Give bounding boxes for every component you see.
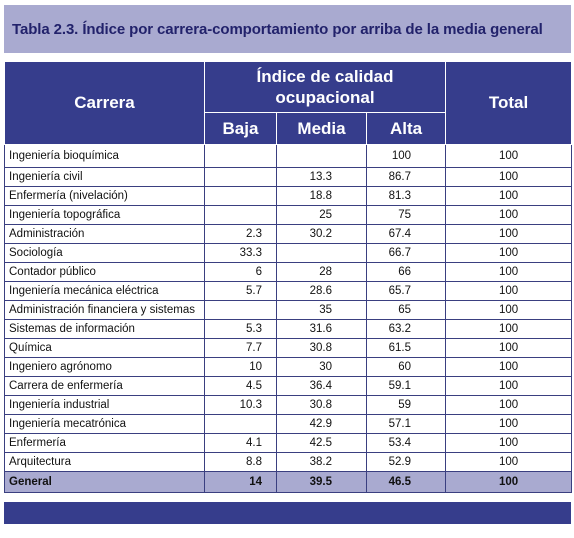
cell-media: 42.5 bbox=[277, 434, 367, 453]
table-row bbox=[5, 434, 572, 453]
cell-media: 30 bbox=[277, 358, 367, 377]
table-body bbox=[5, 145, 572, 493]
table-row bbox=[5, 206, 572, 225]
header-total: Total bbox=[446, 62, 572, 145]
cell-baja: 4.5 bbox=[205, 377, 277, 396]
cell-media: 38.2 bbox=[277, 453, 367, 472]
cell-name: General bbox=[5, 472, 205, 493]
cell-media bbox=[277, 145, 367, 168]
header-indice: Índice de calidad ocupacional bbox=[205, 62, 446, 113]
table-row bbox=[5, 320, 572, 339]
cell-alta: 59 bbox=[367, 396, 446, 415]
cell-name: Administración financiera y sistemas bbox=[5, 301, 205, 320]
cell-name: Contador público bbox=[5, 263, 205, 282]
cell-baja bbox=[205, 301, 277, 320]
table-row bbox=[5, 225, 572, 244]
cell-alta: 60 bbox=[367, 358, 446, 377]
table-row bbox=[5, 187, 572, 206]
table-row bbox=[5, 282, 572, 301]
cell-baja: 10.3 bbox=[205, 396, 277, 415]
cell-name: Ingeniería industrial bbox=[5, 396, 205, 415]
cell-baja bbox=[205, 145, 277, 168]
cell-alta: 46.5 bbox=[367, 472, 446, 493]
cell-total: 100 bbox=[446, 320, 572, 339]
total-row bbox=[5, 472, 572, 493]
cell-total: 100 bbox=[446, 472, 572, 493]
cell-media: 30.2 bbox=[277, 225, 367, 244]
cell-total: 100 bbox=[446, 263, 572, 282]
cell-name: Ingeniería mecatrónica bbox=[5, 415, 205, 434]
cell-total: 100 bbox=[446, 396, 572, 415]
cell-name: Ingeniero agrónomo bbox=[5, 358, 205, 377]
cell-baja: 10 bbox=[205, 358, 277, 377]
cell-alta: 59.1 bbox=[367, 377, 446, 396]
cell-alta: 81.3 bbox=[367, 187, 446, 206]
cell-baja: 6 bbox=[205, 263, 277, 282]
cell-baja bbox=[205, 168, 277, 187]
table-container bbox=[4, 61, 571, 493]
cell-media bbox=[277, 244, 367, 263]
cell-media: 25 bbox=[277, 206, 367, 225]
table-footer-bar bbox=[4, 502, 571, 524]
data-table bbox=[4, 61, 572, 493]
cell-total: 100 bbox=[446, 187, 572, 206]
cell-total: 100 bbox=[446, 206, 572, 225]
cell-media: 30.8 bbox=[277, 396, 367, 415]
table-row bbox=[5, 263, 572, 282]
cell-alta: 75 bbox=[367, 206, 446, 225]
cell-total: 100 bbox=[446, 377, 572, 396]
cell-baja: 5.7 bbox=[205, 282, 277, 301]
cell-alta: 52.9 bbox=[367, 453, 446, 472]
cell-alta: 67.4 bbox=[367, 225, 446, 244]
cell-baja: 5.3 bbox=[205, 320, 277, 339]
cell-alta: 63.2 bbox=[367, 320, 446, 339]
cell-media: 42.9 bbox=[277, 415, 367, 434]
header-baja: Baja bbox=[205, 113, 277, 145]
table-row bbox=[5, 244, 572, 263]
cell-name: Ingeniería mecánica eléctrica bbox=[5, 282, 205, 301]
cell-alta: 66 bbox=[367, 263, 446, 282]
cell-alta: 86.7 bbox=[367, 168, 446, 187]
table-row bbox=[5, 339, 572, 358]
cell-name: Carrera de enfermería bbox=[5, 377, 205, 396]
cell-baja: 2.3 bbox=[205, 225, 277, 244]
cell-name: Ingeniería bioquímica bbox=[5, 145, 205, 168]
table-row bbox=[5, 145, 572, 168]
cell-name: Sistemas de información bbox=[5, 320, 205, 339]
cell-baja: 4.1 bbox=[205, 434, 277, 453]
cell-total: 100 bbox=[446, 358, 572, 377]
cell-name: Ingeniería topográfica bbox=[5, 206, 205, 225]
cell-total: 100 bbox=[446, 244, 572, 263]
cell-baja: 14 bbox=[205, 472, 277, 493]
cell-baja: 33.3 bbox=[205, 244, 277, 263]
cell-alta: 61.5 bbox=[367, 339, 446, 358]
cell-media: 18.8 bbox=[277, 187, 367, 206]
cell-total: 100 bbox=[446, 434, 572, 453]
cell-name: Enfermería bbox=[5, 434, 205, 453]
cell-name: Enfermería (nivelación) bbox=[5, 187, 205, 206]
cell-name: Ingeniería civil bbox=[5, 168, 205, 187]
cell-name: Química bbox=[5, 339, 205, 358]
cell-media: 30.8 bbox=[277, 339, 367, 358]
cell-total: 100 bbox=[446, 301, 572, 320]
cell-media: 13.3 bbox=[277, 168, 367, 187]
cell-total: 100 bbox=[446, 145, 572, 168]
cell-media: 35 bbox=[277, 301, 367, 320]
table-row bbox=[5, 301, 572, 320]
cell-name: Arquitectura bbox=[5, 453, 205, 472]
cell-alta: 65.7 bbox=[367, 282, 446, 301]
cell-media: 36.4 bbox=[277, 377, 367, 396]
cell-alta: 66.7 bbox=[367, 244, 446, 263]
cell-total: 100 bbox=[446, 415, 572, 434]
cell-baja bbox=[205, 415, 277, 434]
table-title: Tabla 2.3. Índice por carrera-comportamiento por arriba de la media general bbox=[12, 20, 543, 38]
table-header bbox=[5, 62, 572, 145]
cell-alta: 57.1 bbox=[367, 415, 446, 434]
cell-total: 100 bbox=[446, 453, 572, 472]
table-row bbox=[5, 396, 572, 415]
header-alta: Alta bbox=[367, 113, 446, 145]
table-row bbox=[5, 168, 572, 187]
cell-name: Administración bbox=[5, 225, 205, 244]
header-media: Media bbox=[277, 113, 367, 145]
cell-media: 28.6 bbox=[277, 282, 367, 301]
cell-alta: 100 bbox=[367, 145, 446, 168]
cell-total: 100 bbox=[446, 282, 572, 301]
header-carrera: Carrera bbox=[5, 62, 205, 145]
cell-baja: 8.8 bbox=[205, 453, 277, 472]
cell-media: 31.6 bbox=[277, 320, 367, 339]
cell-total: 100 bbox=[446, 339, 572, 358]
table-row bbox=[5, 415, 572, 434]
cell-media: 28 bbox=[277, 263, 367, 282]
table-row bbox=[5, 358, 572, 377]
cell-baja: 7.7 bbox=[205, 339, 277, 358]
cell-alta: 53.4 bbox=[367, 434, 446, 453]
table-caption-bar bbox=[4, 5, 571, 53]
cell-baja bbox=[205, 206, 277, 225]
cell-media: 39.5 bbox=[277, 472, 367, 493]
table-row bbox=[5, 453, 572, 472]
cell-total: 100 bbox=[446, 225, 572, 244]
cell-name: Sociología bbox=[5, 244, 205, 263]
cell-baja bbox=[205, 187, 277, 206]
table-row bbox=[5, 377, 572, 396]
cell-alta: 65 bbox=[367, 301, 446, 320]
cell-total: 100 bbox=[446, 168, 572, 187]
